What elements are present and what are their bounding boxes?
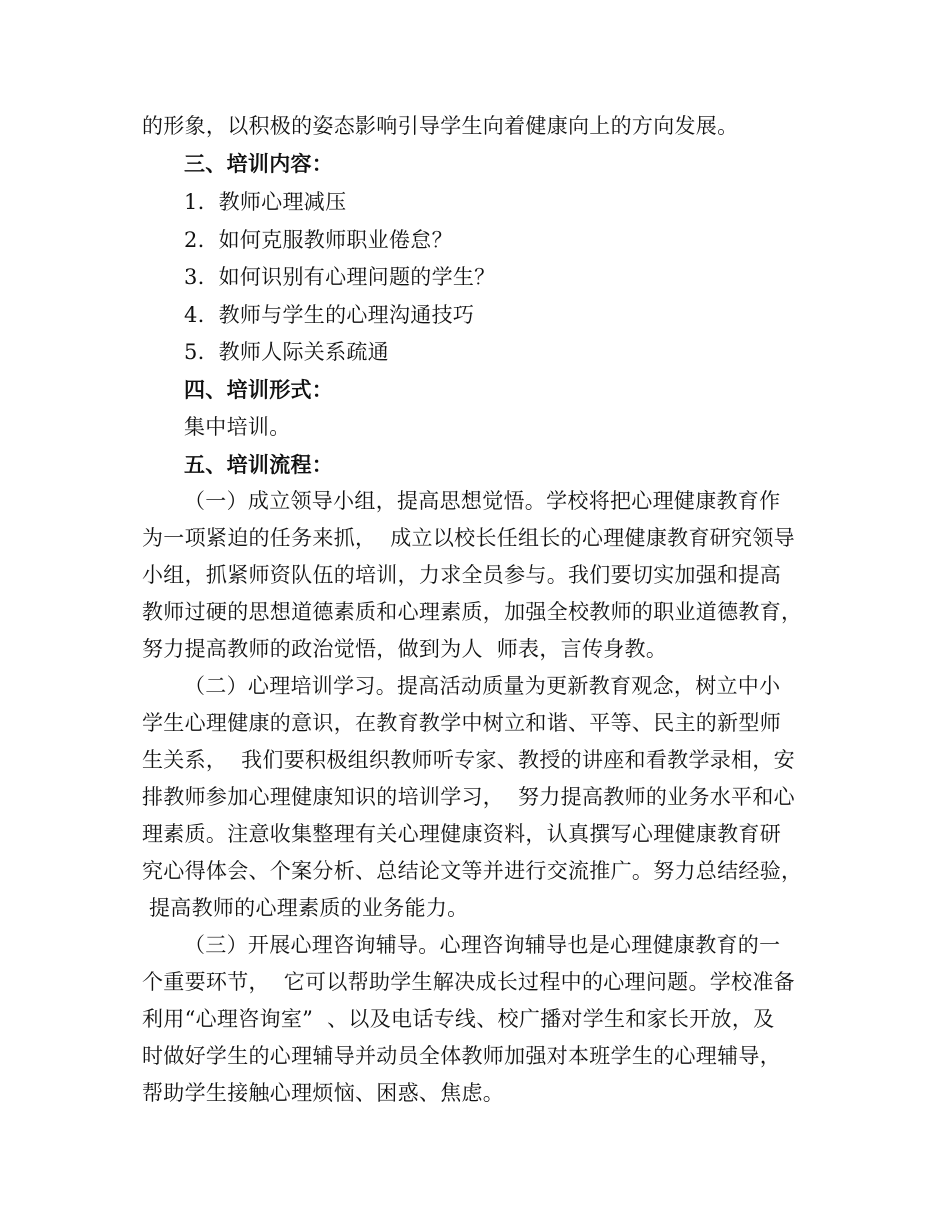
paragraph-line: 努力提高教师的政治觉悟，做到为人 师表，言传身教。 — [142, 637, 668, 661]
section-3-heading: 三、培训内容： — [184, 151, 334, 176]
paragraph-line: 小组，抓紧师资队伍的培训，力求全员参与。我们要切实加强和提高 — [142, 563, 781, 587]
section-5-heading: 五、培训流程： — [184, 452, 334, 477]
paragraph-line: （三）开展心理咨询辅导。心理咨询辅导也是心理健康教育的一 — [184, 933, 781, 957]
paragraph-line: 利用“心理咨询室” 、以及电话专线、校广播对学生和家长开放，及 — [142, 1007, 775, 1031]
list-item: 3. 如何识别有心理问题的学生？ — [184, 265, 496, 289]
paragraph-line: （二）心理培训学习。提高活动质量为更新教育观念，树立中小 — [184, 674, 781, 698]
list-item: 2. 如何克服教师职业倦怠？ — [184, 228, 453, 252]
paragraph-line: 学生心理健康的意识，在教育教学中树立和谐、平等、民主的新型师 — [142, 711, 781, 735]
paragraph-line: 理素质。注意收集整理有关心理健康资料，认真撰写心理健康教育研 — [142, 822, 781, 846]
paragraph-line: 提高教师的心理素质的业务能力。 — [142, 896, 469, 920]
intro-tail-text: 的形象，以积极的姿态影响引导学生向着健康向上的方向发展。 — [142, 114, 739, 138]
list-item: 1. 教师心理减压 — [184, 190, 347, 214]
section-4-heading: 四、培训形式： — [184, 377, 334, 402]
paragraph-line: 教师过硬的思想道德素质和心理素质，加强全校教师的职业道德教育， — [142, 600, 803, 624]
paragraph-line: 个重要环节， 它可以帮助学生解决成长过程中的心理问题。学校准备 — [142, 970, 795, 994]
list-item: 5. 教师人际关系疏通 — [184, 340, 389, 364]
section-4-body: 集中培训。 — [184, 415, 291, 439]
paragraph-line: 为一项紧迫的任务来抓， 成立以校长任组长的心理健康教育研究领导 — [142, 526, 795, 550]
paragraph-line: 帮助学生接触心理烦恼、困惑、焦虑。 — [142, 1081, 505, 1105]
list-item: 4. 教师与学生的心理沟通技巧 — [184, 303, 475, 327]
paragraph-line: 排教师参加心理健康知识的培训学习， 努力提高教师的业务水平和心 — [142, 785, 795, 809]
paragraph-line: （一）成立领导小组，提高思想觉悟。学校将把心理健康教育作 — [184, 489, 781, 513]
paragraph-line: 生关系， 我们要积极组织教师听专家、教授的讲座和看教学录相，安 — [142, 748, 795, 772]
paragraph-line: 时做好学生的心理辅导并动员全体教师加强对本班学生的心理辅导， — [142, 1044, 781, 1068]
paragraph-line: 究心得体会、个案分析、总结论文等并进行交流推广。努力总结经验， — [142, 859, 803, 883]
